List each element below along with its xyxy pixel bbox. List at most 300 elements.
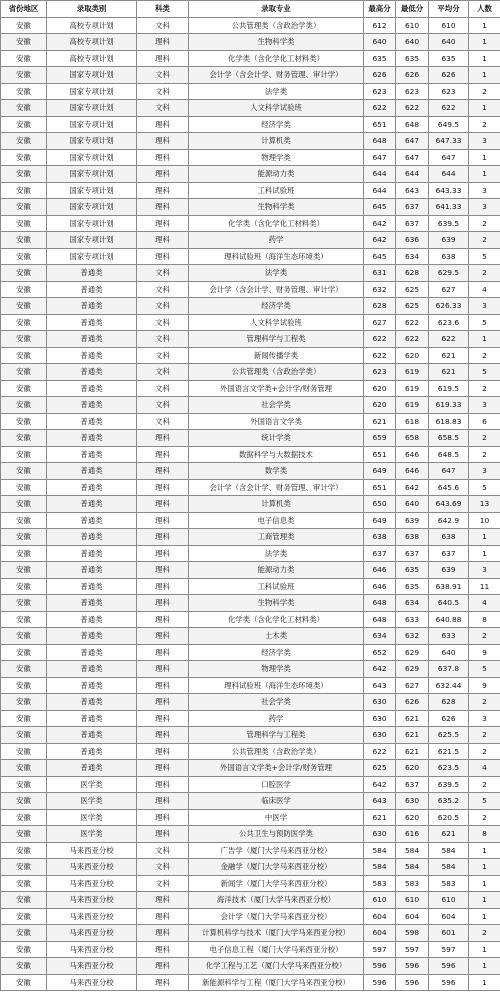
cell-min-score: 635 bbox=[396, 562, 429, 579]
cell-major: 生物科学类 bbox=[189, 34, 364, 51]
cell-max-score: 630 bbox=[364, 710, 396, 727]
table-row bbox=[1, 364, 500, 381]
cell-admission-category: 马来西亚分校 bbox=[47, 941, 137, 958]
cell-max-score: 596 bbox=[364, 974, 396, 991]
cell-province: 安徽 bbox=[1, 199, 47, 216]
cell-min-score: 640 bbox=[396, 496, 429, 513]
table-row bbox=[1, 908, 500, 925]
cell-min-score: 639 bbox=[396, 512, 429, 529]
cell-subject-track: 理科 bbox=[137, 512, 189, 529]
table-row bbox=[1, 182, 500, 199]
cell-min-score: 643 bbox=[396, 182, 429, 199]
cell-province: 安徽 bbox=[1, 595, 47, 612]
cell-min-score: 627 bbox=[396, 677, 429, 694]
cell-subject-track: 理科 bbox=[137, 677, 189, 694]
cell-min-score: 619 bbox=[396, 397, 429, 414]
cell-min-score: 619 bbox=[396, 364, 429, 381]
table-row bbox=[1, 446, 500, 463]
cell-province: 安徽 bbox=[1, 710, 47, 727]
cell-max-score: 635 bbox=[364, 50, 396, 67]
cell-subject-track: 理科 bbox=[137, 628, 189, 645]
table-row bbox=[1, 859, 500, 876]
table-row bbox=[1, 776, 500, 793]
cell-max-score: 645 bbox=[364, 199, 396, 216]
cell-count: 2 bbox=[469, 380, 500, 397]
cell-min-score: 635 bbox=[396, 578, 429, 595]
cell-admission-category: 普通类 bbox=[47, 529, 137, 546]
cell-major: 会计学（含会计学、财务管理、审计学） bbox=[189, 67, 364, 84]
cell-count: 1 bbox=[469, 166, 500, 183]
cell-min-score: 648 bbox=[396, 116, 429, 133]
cell-min-score: 625 bbox=[396, 281, 429, 298]
cell-province: 安徽 bbox=[1, 281, 47, 298]
cell-count: 5 bbox=[469, 364, 500, 381]
cell-province: 安徽 bbox=[1, 463, 47, 480]
cell-admission-category: 普通类 bbox=[47, 727, 137, 744]
header-admission-category: 录取类别 bbox=[47, 1, 137, 18]
cell-province: 安徽 bbox=[1, 446, 47, 463]
cell-count: 2 bbox=[469, 727, 500, 744]
cell-max-score: 651 bbox=[364, 446, 396, 463]
cell-subject-track: 理科 bbox=[137, 529, 189, 546]
cell-subject-track: 文科 bbox=[137, 347, 189, 364]
cell-avg-score: 584 bbox=[429, 859, 469, 876]
cell-subject-track: 理科 bbox=[137, 116, 189, 133]
cell-province: 安徽 bbox=[1, 215, 47, 232]
cell-count: 1 bbox=[469, 67, 500, 84]
cell-subject-track: 理科 bbox=[137, 710, 189, 727]
table-row bbox=[1, 67, 500, 84]
cell-province: 安徽 bbox=[1, 974, 47, 991]
cell-subject-track: 理科 bbox=[137, 760, 189, 777]
table-row bbox=[1, 34, 500, 51]
cell-max-score: 651 bbox=[364, 479, 396, 496]
cell-count: 4 bbox=[469, 760, 500, 777]
cell-province: 安徽 bbox=[1, 182, 47, 199]
cell-subject-track: 理科 bbox=[137, 166, 189, 183]
cell-avg-score: 604 bbox=[429, 908, 469, 925]
cell-province: 安徽 bbox=[1, 512, 47, 529]
cell-admission-category: 普通类 bbox=[47, 496, 137, 513]
cell-max-score: 622 bbox=[364, 100, 396, 117]
cell-major: 电子信息类 bbox=[189, 512, 364, 529]
cell-avg-score: 620.5 bbox=[429, 809, 469, 826]
cell-subject-track: 文科 bbox=[137, 67, 189, 84]
cell-subject-track: 文科 bbox=[137, 298, 189, 315]
cell-province: 安徽 bbox=[1, 248, 47, 265]
cell-province: 安徽 bbox=[1, 496, 47, 513]
cell-min-score: 646 bbox=[396, 463, 429, 480]
cell-major: 电子信息工程（厦门大学马来西亚分校） bbox=[189, 941, 364, 958]
cell-province: 安徽 bbox=[1, 529, 47, 546]
cell-province: 安徽 bbox=[1, 116, 47, 133]
cell-admission-category: 医学类 bbox=[47, 776, 137, 793]
cell-major: 外国语言文学类 bbox=[189, 413, 364, 430]
cell-max-score: 621 bbox=[364, 413, 396, 430]
cell-min-score: 634 bbox=[396, 595, 429, 612]
cell-subject-track: 文科 bbox=[137, 859, 189, 876]
table-header bbox=[1, 1, 500, 18]
cell-count: 1 bbox=[469, 842, 500, 859]
cell-min-score: 625 bbox=[396, 298, 429, 315]
cell-max-score: 584 bbox=[364, 842, 396, 859]
cell-subject-track: 理科 bbox=[137, 809, 189, 826]
table-row bbox=[1, 529, 500, 546]
cell-count: 2 bbox=[469, 694, 500, 711]
cell-avg-score: 623.6 bbox=[429, 314, 469, 331]
cell-admission-category: 普通类 bbox=[47, 298, 137, 315]
cell-avg-score: 643.69 bbox=[429, 496, 469, 513]
table-row bbox=[1, 50, 500, 67]
cell-max-score: 620 bbox=[364, 380, 396, 397]
cell-major: 公共管理类（含政治学类） bbox=[189, 364, 364, 381]
cell-min-score: 647 bbox=[396, 149, 429, 166]
cell-avg-score: 583 bbox=[429, 875, 469, 892]
cell-avg-score: 621 bbox=[429, 347, 469, 364]
cell-max-score: 648 bbox=[364, 133, 396, 150]
cell-min-score: 635 bbox=[396, 50, 429, 67]
cell-subject-track: 理科 bbox=[137, 644, 189, 661]
table-row bbox=[1, 116, 500, 133]
cell-max-score: 643 bbox=[364, 677, 396, 694]
cell-max-score: 622 bbox=[364, 743, 396, 760]
header-min-score: 最低分 bbox=[396, 1, 429, 18]
table-row bbox=[1, 842, 500, 859]
cell-max-score: 642 bbox=[364, 776, 396, 793]
cell-avg-score: 584 bbox=[429, 842, 469, 859]
cell-subject-track: 理科 bbox=[137, 941, 189, 958]
cell-major: 物理学类 bbox=[189, 661, 364, 678]
cell-province: 安徽 bbox=[1, 875, 47, 892]
cell-avg-score: 645.6 bbox=[429, 479, 469, 496]
cell-avg-score: 619.33 bbox=[429, 397, 469, 414]
cell-major: 工科试验班 bbox=[189, 578, 364, 595]
table-row bbox=[1, 397, 500, 414]
cell-max-score: 648 bbox=[364, 611, 396, 628]
cell-subject-track: 理科 bbox=[137, 793, 189, 810]
cell-province: 安徽 bbox=[1, 314, 47, 331]
cell-max-score: 650 bbox=[364, 496, 396, 513]
cell-max-score: 642 bbox=[364, 232, 396, 249]
cell-count: 3 bbox=[469, 710, 500, 727]
cell-admission-category: 普通类 bbox=[47, 545, 137, 562]
cell-admission-category: 国家专项计划 bbox=[47, 133, 137, 150]
cell-count: 2 bbox=[469, 430, 500, 447]
cell-admission-category: 普通类 bbox=[47, 611, 137, 628]
cell-max-score: 659 bbox=[364, 430, 396, 447]
cell-avg-score: 647 bbox=[429, 463, 469, 480]
cell-count: 9 bbox=[469, 644, 500, 661]
cell-admission-category: 普通类 bbox=[47, 347, 137, 364]
cell-major: 经济学类 bbox=[189, 298, 364, 315]
cell-major: 生物科学类 bbox=[189, 595, 364, 612]
cell-major: 法学类 bbox=[189, 83, 364, 100]
cell-province: 安徽 bbox=[1, 265, 47, 282]
cell-province: 安徽 bbox=[1, 859, 47, 876]
cell-admission-category: 医学类 bbox=[47, 793, 137, 810]
cell-subject-track: 理科 bbox=[137, 50, 189, 67]
cell-min-score: 637 bbox=[396, 199, 429, 216]
cell-subject-track: 理科 bbox=[137, 611, 189, 628]
cell-major: 法学类 bbox=[189, 545, 364, 562]
table-row bbox=[1, 743, 500, 760]
table-row bbox=[1, 875, 500, 892]
cell-province: 安徽 bbox=[1, 50, 47, 67]
cell-count: 5 bbox=[469, 479, 500, 496]
cell-major: 新能源科学与工程（厦门大学马来西亚分校） bbox=[189, 974, 364, 991]
cell-major: 临床医学 bbox=[189, 793, 364, 810]
cell-major: 药学 bbox=[189, 710, 364, 727]
cell-max-score: 646 bbox=[364, 578, 396, 595]
cell-subject-track: 理科 bbox=[137, 661, 189, 678]
cell-avg-score: 635 bbox=[429, 50, 469, 67]
cell-subject-track: 理科 bbox=[137, 595, 189, 612]
cell-avg-score: 610 bbox=[429, 17, 469, 34]
cell-max-score: 623 bbox=[364, 83, 396, 100]
cell-province: 安徽 bbox=[1, 578, 47, 595]
cell-admission-category: 普通类 bbox=[47, 364, 137, 381]
cell-province: 安徽 bbox=[1, 83, 47, 100]
cell-province: 安徽 bbox=[1, 628, 47, 645]
cell-min-score: 622 bbox=[396, 314, 429, 331]
cell-max-score: 647 bbox=[364, 149, 396, 166]
cell-min-score: 640 bbox=[396, 34, 429, 51]
cell-major: 数学类 bbox=[189, 463, 364, 480]
cell-min-score: 610 bbox=[396, 17, 429, 34]
cell-admission-category: 普通类 bbox=[47, 512, 137, 529]
cell-avg-score: 626 bbox=[429, 710, 469, 727]
cell-avg-score: 647 bbox=[429, 149, 469, 166]
cell-min-score: 583 bbox=[396, 875, 429, 892]
table-row bbox=[1, 694, 500, 711]
cell-avg-score: 625.5 bbox=[429, 727, 469, 744]
cell-min-score: 616 bbox=[396, 826, 429, 843]
cell-province: 安徽 bbox=[1, 364, 47, 381]
cell-max-score: 630 bbox=[364, 826, 396, 843]
table-row bbox=[1, 331, 500, 348]
cell-count: 1 bbox=[469, 958, 500, 975]
cell-admission-category: 马来西亚分校 bbox=[47, 908, 137, 925]
cell-count: 2 bbox=[469, 809, 500, 826]
cell-admission-category: 普通类 bbox=[47, 644, 137, 661]
cell-avg-score: 638 bbox=[429, 529, 469, 546]
cell-min-score: 644 bbox=[396, 166, 429, 183]
cell-province: 安徽 bbox=[1, 100, 47, 117]
cell-major: 公共管理类（含政治学类） bbox=[189, 17, 364, 34]
cell-min-score: 620 bbox=[396, 347, 429, 364]
cell-province: 安徽 bbox=[1, 149, 47, 166]
header-row bbox=[1, 1, 500, 18]
cell-province: 安徽 bbox=[1, 347, 47, 364]
cell-province: 安徽 bbox=[1, 611, 47, 628]
table-row bbox=[1, 166, 500, 183]
cell-subject-track: 理科 bbox=[137, 215, 189, 232]
cell-major: 经济学类 bbox=[189, 116, 364, 133]
cell-province: 安徽 bbox=[1, 397, 47, 414]
cell-major: 新闻传播学类 bbox=[189, 347, 364, 364]
cell-major: 海洋技术（厦门大学马来西亚分校） bbox=[189, 892, 364, 909]
table-row bbox=[1, 644, 500, 661]
table-row bbox=[1, 512, 500, 529]
cell-avg-score: 648.5 bbox=[429, 446, 469, 463]
cell-subject-track: 文科 bbox=[137, 100, 189, 117]
cell-province: 安徽 bbox=[1, 760, 47, 777]
cell-min-score: 628 bbox=[396, 265, 429, 282]
cell-admission-category: 马来西亚分校 bbox=[47, 925, 137, 942]
cell-count: 3 bbox=[469, 397, 500, 414]
cell-province: 安徽 bbox=[1, 694, 47, 711]
cell-subject-track: 理科 bbox=[137, 694, 189, 711]
cell-min-score: 623 bbox=[396, 83, 429, 100]
cell-province: 安徽 bbox=[1, 925, 47, 942]
cell-max-score: 640 bbox=[364, 34, 396, 51]
cell-major: 法学类 bbox=[189, 265, 364, 282]
cell-count: 11 bbox=[469, 578, 500, 595]
cell-major: 化学工程与工艺（厦门大学马来西亚分校） bbox=[189, 958, 364, 975]
table-row bbox=[1, 149, 500, 166]
cell-major: 理科试验班（海洋生态环境类） bbox=[189, 248, 364, 265]
cell-avg-score: 597 bbox=[429, 941, 469, 958]
cell-major: 化学类（含化学化工材料类） bbox=[189, 611, 364, 628]
cell-subject-track: 理科 bbox=[137, 248, 189, 265]
cell-major: 管理科学与工程类 bbox=[189, 727, 364, 744]
cell-min-score: 642 bbox=[396, 479, 429, 496]
table-row bbox=[1, 578, 500, 595]
cell-major: 新闻学（厦门大学马来西亚分校） bbox=[189, 875, 364, 892]
cell-max-score: 649 bbox=[364, 463, 396, 480]
cell-avg-score: 639 bbox=[429, 232, 469, 249]
cell-count: 2 bbox=[469, 628, 500, 645]
table-row bbox=[1, 430, 500, 447]
cell-count: 2 bbox=[469, 116, 500, 133]
cell-admission-category: 普通类 bbox=[47, 595, 137, 612]
table-row bbox=[1, 925, 500, 942]
cell-min-score: 620 bbox=[396, 760, 429, 777]
cell-major: 中医学 bbox=[189, 809, 364, 826]
cell-admission-category: 马来西亚分校 bbox=[47, 892, 137, 909]
cell-count: 3 bbox=[469, 463, 500, 480]
cell-min-score: 629 bbox=[396, 661, 429, 678]
cell-max-score: 637 bbox=[364, 545, 396, 562]
cell-subject-track: 理科 bbox=[137, 446, 189, 463]
cell-min-score: 634 bbox=[396, 248, 429, 265]
cell-province: 安徽 bbox=[1, 430, 47, 447]
table-row bbox=[1, 265, 500, 282]
cell-subject-track: 文科 bbox=[137, 281, 189, 298]
cell-province: 安徽 bbox=[1, 232, 47, 249]
cell-subject-track: 理科 bbox=[137, 232, 189, 249]
cell-admission-category: 国家专项计划 bbox=[47, 67, 137, 84]
cell-count: 5 bbox=[469, 793, 500, 810]
cell-subject-track: 理科 bbox=[137, 149, 189, 166]
cell-admission-category: 国家专项计划 bbox=[47, 248, 137, 265]
cell-count: 10 bbox=[469, 512, 500, 529]
cell-max-score: 652 bbox=[364, 644, 396, 661]
cell-max-score: 622 bbox=[364, 331, 396, 348]
cell-admission-category: 马来西亚分校 bbox=[47, 875, 137, 892]
cell-major: 口腔医学 bbox=[189, 776, 364, 793]
cell-min-score: 658 bbox=[396, 430, 429, 447]
cell-avg-score: 633 bbox=[429, 628, 469, 645]
cell-major: 金融学（厦门大学马来西亚分校） bbox=[189, 859, 364, 876]
cell-subject-track: 理科 bbox=[137, 925, 189, 942]
cell-avg-score: 639.5 bbox=[429, 776, 469, 793]
cell-min-score: 596 bbox=[396, 958, 429, 975]
cell-major: 数据科学与大数据技术 bbox=[189, 446, 364, 463]
cell-max-score: 623 bbox=[364, 364, 396, 381]
header-major: 录取专业 bbox=[189, 1, 364, 18]
cell-major: 化学类（含化学化工材料类） bbox=[189, 50, 364, 67]
cell-subject-track: 文科 bbox=[137, 397, 189, 414]
cell-subject-track: 理科 bbox=[137, 908, 189, 925]
cell-max-score: 610 bbox=[364, 892, 396, 909]
table-row bbox=[1, 479, 500, 496]
cell-count: 4 bbox=[469, 595, 500, 612]
cell-major: 管理科学与工程类 bbox=[189, 331, 364, 348]
cell-major: 会计学（含会计学、财务管理、审计学） bbox=[189, 479, 364, 496]
cell-avg-score: 637 bbox=[429, 545, 469, 562]
cell-admission-category: 国家专项计划 bbox=[47, 232, 137, 249]
cell-major: 计算机类 bbox=[189, 496, 364, 513]
cell-count: 2 bbox=[469, 776, 500, 793]
header-avg-score: 平均分 bbox=[429, 1, 469, 18]
cell-min-score: 596 bbox=[396, 974, 429, 991]
cell-count: 1 bbox=[469, 875, 500, 892]
cell-avg-score: 639.5 bbox=[429, 215, 469, 232]
cell-max-score: 638 bbox=[364, 529, 396, 546]
cell-max-score: 648 bbox=[364, 595, 396, 612]
cell-subject-track: 理科 bbox=[137, 133, 189, 150]
cell-admission-category: 普通类 bbox=[47, 694, 137, 711]
cell-admission-category: 国家专项计划 bbox=[47, 199, 137, 216]
cell-count: 5 bbox=[469, 661, 500, 678]
cell-min-score: 633 bbox=[396, 611, 429, 628]
cell-admission-category: 马来西亚分校 bbox=[47, 859, 137, 876]
cell-avg-score: 640 bbox=[429, 34, 469, 51]
cell-admission-category: 普通类 bbox=[47, 710, 137, 727]
cell-province: 安徽 bbox=[1, 479, 47, 496]
cell-count: 3 bbox=[469, 298, 500, 315]
cell-avg-score: 643.33 bbox=[429, 182, 469, 199]
cell-max-score: 627 bbox=[364, 314, 396, 331]
cell-admission-category: 医学类 bbox=[47, 826, 137, 843]
cell-max-score: 630 bbox=[364, 694, 396, 711]
cell-min-score: 622 bbox=[396, 331, 429, 348]
table-row bbox=[1, 347, 500, 364]
cell-min-score: 646 bbox=[396, 446, 429, 463]
cell-subject-track: 文科 bbox=[137, 842, 189, 859]
cell-avg-score: 639 bbox=[429, 562, 469, 579]
cell-avg-score: 627 bbox=[429, 281, 469, 298]
cell-subject-track: 理科 bbox=[137, 182, 189, 199]
cell-major: 广告学（厦门大学马来西亚分校） bbox=[189, 842, 364, 859]
cell-count: 5 bbox=[469, 314, 500, 331]
cell-count: 1 bbox=[469, 545, 500, 562]
cell-count: 5 bbox=[469, 248, 500, 265]
cell-max-score: 583 bbox=[364, 875, 396, 892]
cell-admission-category: 普通类 bbox=[47, 661, 137, 678]
cell-admission-category: 普通类 bbox=[47, 413, 137, 430]
cell-subject-track: 理科 bbox=[137, 430, 189, 447]
cell-min-score: 610 bbox=[396, 892, 429, 909]
cell-avg-score: 601 bbox=[429, 925, 469, 942]
cell-count: 1 bbox=[469, 149, 500, 166]
table-row bbox=[1, 314, 500, 331]
cell-province: 安徽 bbox=[1, 958, 47, 975]
cell-min-score: 598 bbox=[396, 925, 429, 942]
cell-major: 经济学类 bbox=[189, 644, 364, 661]
cell-count: 1 bbox=[469, 941, 500, 958]
